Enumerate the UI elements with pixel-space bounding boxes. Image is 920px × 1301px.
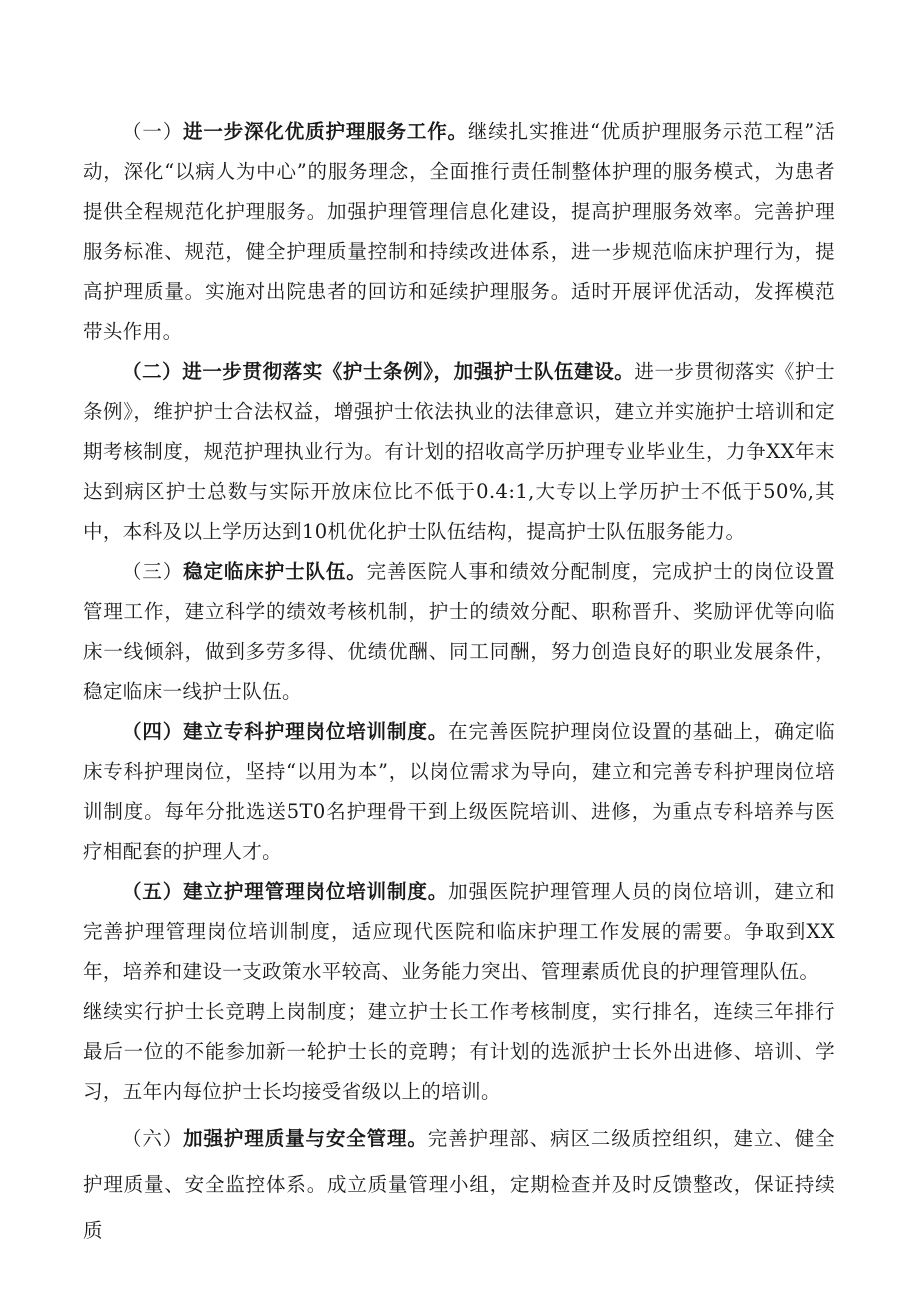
- section-2: [83, 352, 835, 552]
- section-5-continuation: [83, 992, 835, 1112]
- section-1-body: 继续扎实推进“优质护理服务示范工程”活动，深化“以病人为中心”的服务理念，全面推行责任制整体护理的服务模式，为患者提供全程规范化护理服务。加强护理管理信息化建设，提高护理服务效率。完善护理服务标准、规范，健全护理质量控制和持续改进体系，进一步规范临床护理行为，提高护理质量。实施对出院患者的回访和延续护理服务。适时开展评优活动，发挥模范带头作用。: [83, 120, 835, 343]
- section-6-prefix: （六）: [122, 1127, 184, 1150]
- section-5-continuation-body: 继续实行护士长竞聘上岗制度；建立护士长工作考核制度，实行排名，连续三年排行最后一位的不能参加新一轮护士长的竞聘；有计划的选派护士长外出进修、培训、学习，五年内每位护士长均接受省级以上的培训。: [83, 1000, 835, 1103]
- section-3: [83, 552, 835, 712]
- section-3-body: 完善医院人事和绩效分配制度，完成护士的岗位设置管理工作，建立科学的绩效考核机制，护士的绩效分配、职称晋升、奖励评优等向临床一线倾斜，做到多劳多得、优绩优酬、同工同酬，努力创造良好的职业发展条件，稳定临床一线护士队伍。: [83, 560, 835, 703]
- section-5: [83, 872, 835, 992]
- section-4-prefix: （四）: [122, 720, 184, 743]
- section-4-title: 建立专科护理岗位培训制度。: [183, 720, 449, 743]
- section-5-title: 建立护理管理岗位培训制度。: [183, 880, 449, 903]
- section-3-prefix: （三）: [122, 560, 184, 583]
- section-5-prefix: （五）: [122, 880, 184, 903]
- document-page: [83, 112, 835, 1254]
- section-6-body: 完善护理部、病区二级质控组织，建立、健全护理质量、安全监控体系。成立质量管理小组，定期检查并及时反馈整改，保证持续质: [83, 1127, 835, 1242]
- section-1-title: 进一步深化优质护理服务工作。: [183, 120, 468, 143]
- section-4-body: 在完善医院护理岗位设置的基础上，确定临床专科护理岗位，坚持“以用为本”，以岗位需求为导向，建立和完善专科护理岗位培训制度。每年分批选送5T0名护理骨干到上级医院培训、进修，为重点专科培养与医疗相配套的护理人才。: [83, 720, 835, 863]
- section-3-title: 稳定临床护士队伍。: [183, 560, 367, 583]
- section-5-body: 加强医院护理管理人员的岗位培训，建立和完善护理管理岗位培训制度，适应现代医院和临床护理工作发展的需要。争取到XX年，培养和建设一支政策水平较高、业务能力突出、管理素质优良的护理管理队伍。: [83, 880, 835, 983]
- section-4: [83, 712, 835, 872]
- section-1: [83, 112, 835, 352]
- section-6: [83, 1116, 835, 1254]
- section-2-title: 进一步贯彻落实《护士条例》，加强护士队伍建设。: [182, 360, 635, 383]
- section-1-prefix: （一）: [122, 120, 184, 143]
- section-6-title: 加强护理质量与安全管理。: [183, 1127, 428, 1150]
- section-2-body: 进一步贯彻落实《护士条例》，维护护士合法权益，增强护士依法执业的法律意识，建立并实施护士培训和定期考核制度，规范护理执业行为。有计划的招收高学历护理专业毕业生，力争XX年末达到病区护士总数与实际开放床位比不低于0.4:1,大专以上学历护士不低于50%,其中，本科及以上学历达到10机优化护士队伍结构，提高护士队伍服务能力。: [83, 360, 835, 543]
- section-2-prefix: （二）: [122, 360, 183, 383]
